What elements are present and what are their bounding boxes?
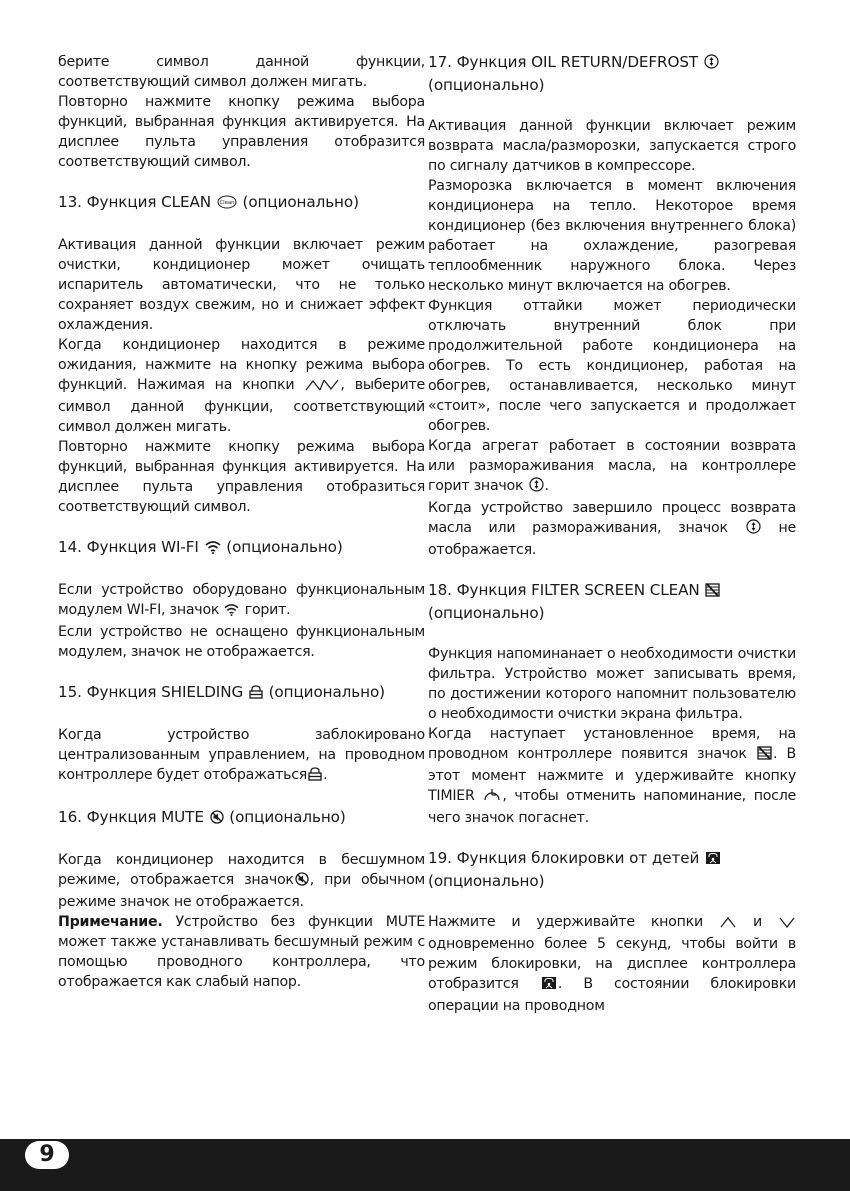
timer-icon [483, 786, 501, 808]
down-arrow-icon [779, 914, 795, 934]
child-lock-icon [705, 850, 721, 871]
section-16-heading: 16. Функция MUTE (опционально) [58, 807, 425, 830]
oil-return-icon-inline [529, 477, 544, 498]
up-arrow-icon [720, 914, 736, 934]
section-17-paragraph-4: Когда агрегат работает в состоянии возврата или размораживания масла, на контроллере горит значок . [428, 436, 796, 498]
shielding-icon [249, 684, 263, 705]
right-column [428, 52, 796, 1016]
up-down-arrows-icon [305, 377, 339, 397]
oil-return-icon [704, 54, 719, 75]
wifi-icon [205, 539, 221, 560]
section-19-paragraph-1: Нажмите и удерживайте кнопки и одновременно более 5 секунд, чтобы войти в режим блокировки, на дисплее контроллера отобразится . В состоянии блокировки операции на проводном [428, 914, 797, 1014]
section-19-heading: 19. Функция блокировки от детей (опционально) [428, 848, 796, 892]
section-17-paragraph-2: Разморозка включается в момент включения кондиционера на тепло. Некоторое время кондиционер (без включения внутреннего блока) работает на охлаждение, разогревая теплообменник наружного блока. Через несколько минут включается на обогрев. [428, 178, 796, 294]
filter-screen-icon-inline [757, 746, 772, 766]
section-15-paragraph-1: Когда устройство заблокировано централизованным управлением, на проводном контроллере будет отображаться . [58, 725, 425, 787]
intro-paragraph-2: Повторно нажмите кнопку режима выбора функций, выбранная функция активируется. На дисплее пульта управления отобразится соответствующий символ. [58, 94, 425, 170]
section-13-paragraph-2: Когда кондиционер находится в режиме ожидания, нажмите на кнопку режима выбора функций. Нажимая на кнопки , выберите символ данной функции, соответствующий символ должен мигать. [58, 337, 425, 435]
filter-screen-icon [705, 582, 720, 603]
section-17-paragraph-3: Функция оттайки может периодически отключать внутренний блок при продолжительной работе кондиционера на обогрев. То есть кондиционер, работая на обогрев, останавливается, несколько минут «стоит», после чего запускается и продолжает обогрев. [428, 298, 796, 434]
mute-icon-inline [295, 872, 309, 892]
section-15-heading: 15. Функция SHIELDING (опционально) [58, 682, 425, 705]
note-label: Примечание. [58, 914, 163, 930]
section-13-heading: 13. Функция CLEAN Clean (опционально) [58, 192, 425, 215]
section-13-paragraph-3: Повторно нажмите кнопку режима выбора функций, выбранная функция активируется. На дисплее пульта управления отобразиться соответствующий символ. [58, 439, 425, 515]
child-lock-icon-inline [541, 976, 557, 996]
intro-paragraph-1: берите символ данной функции, соответствующий символ должен мигать. [58, 54, 425, 90]
section-14-heading: 14. Функция WI-FI (опционально) [58, 537, 425, 560]
section-16-note: Примечание. Устройство без функции MUTE может также устанавливать бесшумный режим с помощью проводного контроллера, что отображается как слабый напор. [58, 914, 426, 990]
left-column [58, 52, 425, 992]
clean-icon [217, 194, 237, 215]
mute-icon [210, 809, 224, 830]
section-18-heading: 18. Функция FILTER SCREEN CLEAN (опционально) [428, 580, 796, 624]
clean-icon-label: Clean [219, 200, 235, 206]
section-14-paragraph-2: Если устройство не оснащено функциональным модулем, значок не отображается. [58, 624, 425, 660]
section-17-paragraph-1: Активация данной функции включает режим возврата масла/разморозки, запускается строго по сигналу датчиков в компрессоре. [428, 118, 796, 174]
page-number: 9 [25, 1141, 69, 1169]
footer-bar [0, 1139, 850, 1191]
section-13-paragraph-1: Активация данной функции включает режим очистки, кондиционер может очищать испаритель автоматически, что не только сохраняет воздух свежим, но и снижает эффект охлаждения. [58, 237, 425, 333]
shielding-icon-inline [308, 767, 322, 787]
section-17-paragraph-5: Когда устройство завершило процесс возврата масла или размораживания, значок не отображается. [428, 500, 796, 558]
section-16-paragraph-1: Когда кондиционер находится в бесшумном режиме, отображается значок , при обычном режиме значок не отображается. [58, 852, 425, 910]
section-18-paragraph-2: Когда наступает установленное время, на проводном контроллере появится значок . В этот момент нажмите и удерживайте кнопку TIMIER , чтобы отменить напоминание, после чего значок погаснет. [428, 726, 796, 826]
oil-return-icon-inline-2 [746, 519, 761, 540]
section-14-paragraph-1: Если устройство оборудовано функциональным модулем WI-FI, значок горит. [58, 580, 425, 622]
wifi-icon-inline [224, 602, 239, 622]
section-17-heading: 17. Функция OIL RETURN/DEFROST (опционально) [428, 52, 796, 96]
section-18-paragraph-1: Функция напоминанает о необходимости очистки фильтра. Устройство может записывать время, по достижении которого напомнит пользователю о необходимости очистки экрана фильтра. [428, 646, 796, 722]
